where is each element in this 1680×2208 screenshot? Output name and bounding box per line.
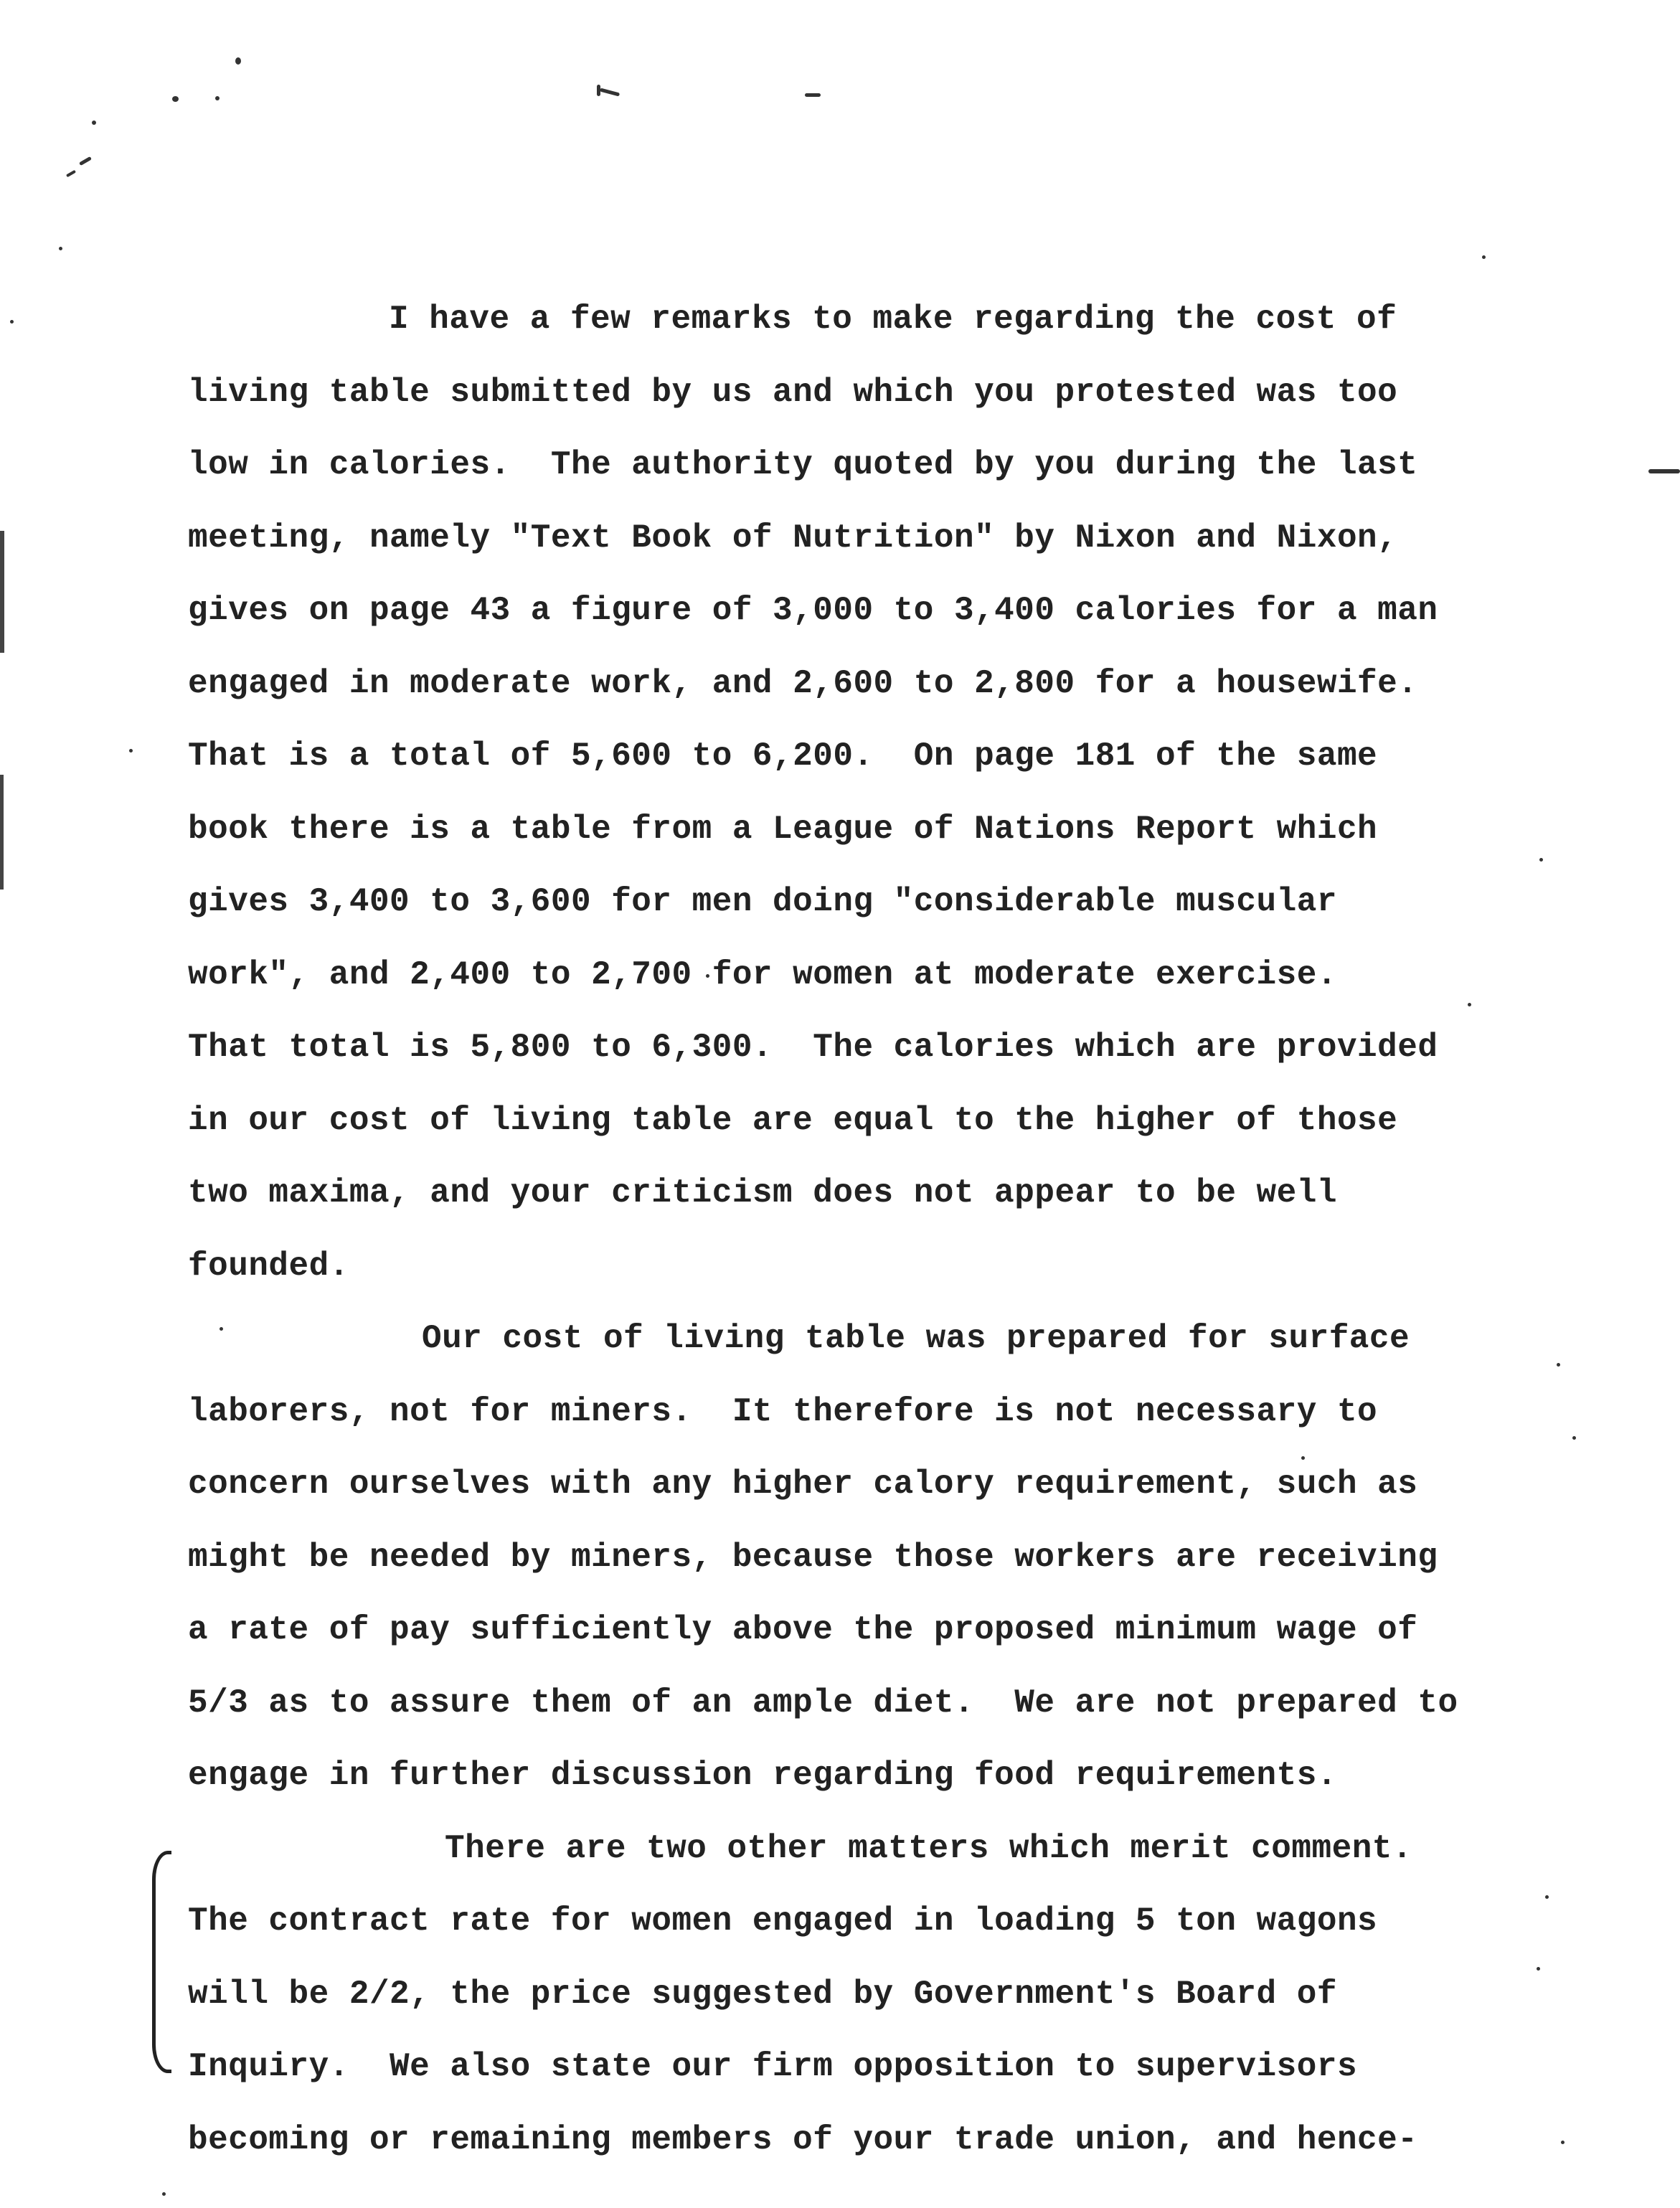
text-line: I have a few remarks to make regarding the cost of	[389, 301, 1397, 338]
scan-speck	[215, 96, 220, 100]
scan-speck	[172, 96, 179, 102]
text-line: in our cost of living table are equal to the higher of those	[188, 1101, 1398, 1139]
scan-speck	[597, 85, 600, 96]
text-line: concern ourselves with any higher calory requirement, such as	[188, 1466, 1418, 1503]
text-line: Our cost of living table was prepared for surface	[422, 1320, 1410, 1357]
text-line: founded.	[188, 1247, 349, 1285]
binding-edge-mark	[0, 775, 4, 890]
scan-speck	[92, 121, 96, 125]
text-line: might be needed by miners, because those workers are receiving	[188, 1538, 1438, 1576]
scan-speck	[10, 320, 14, 324]
text-line: engaged in moderate work, and 2,600 to 2,800 for a housewife.	[188, 664, 1418, 702]
paragraph-3	[188, 1813, 1551, 2177]
text-line: work", and 2,400 to 2,700 for women at moderate exercise.	[188, 956, 1337, 994]
text-line: becoming or remaining members of your trade union, and hence-	[188, 2120, 1418, 2159]
text-line: will be 2/2, the price suggested by Government's Board of	[188, 1975, 1337, 2013]
text-line: gives on page 43 a figure of 3,000 to 3,400 calories for a man	[188, 592, 1438, 629]
scan-speck	[129, 749, 133, 752]
binding-edge-mark	[0, 531, 4, 653]
scan-speck	[79, 156, 92, 166]
paragraph-2	[188, 1303, 1551, 1813]
letter-body	[188, 283, 1551, 2176]
text-line: That is a total of 5,600 to 6,200. On page 181 of the same	[188, 737, 1378, 775]
scan-speck	[162, 2192, 166, 2196]
text-line: 5/3 as to assure them of an ample diet. We are not prepared to	[188, 1684, 1458, 1722]
text-line: That total is 5,800 to 6,300. The calories which are provided	[188, 1029, 1438, 1066]
scan-speck	[59, 247, 62, 250]
text-line: a rate of pay sufficiently above the proposed minimum wage of	[188, 1611, 1418, 1648]
text-line: laborers, not for miners. It therefore is not necessary to	[188, 1392, 1378, 1430]
scan-speck	[1482, 255, 1486, 259]
text-line: The contract rate for women engaged in loading 5 ton wagons	[188, 1902, 1378, 1940]
text-line: two maxima, and your criticism does not appear to be well	[188, 1174, 1337, 1212]
text-line: book there is a table from a League of Nations Report which	[188, 810, 1378, 848]
scan-speck	[235, 57, 241, 65]
scan-speck	[1557, 1363, 1560, 1367]
scan-speck	[66, 170, 76, 177]
text-line: low in calories. The authority quoted by you during the last	[188, 446, 1418, 483]
margin-bracket	[152, 1851, 171, 2073]
text-line: gives 3,400 to 3,600 for men doing "considerable muscular	[188, 883, 1337, 920]
scan-speck	[1572, 1436, 1576, 1440]
text-line: living table submitted by us and which you protested was too	[188, 373, 1398, 411]
scan-speck	[1561, 2141, 1565, 2144]
text-line: meeting, namely "Text Book of Nutrition" by Nixon and Nixon,	[188, 519, 1398, 557]
scan-speck	[805, 93, 821, 97]
text-line: There are two other matters which merit comment.	[445, 1829, 1413, 1867]
scan-speck	[600, 88, 620, 96]
text-line: Inquiry. We also state our firm opposition to supervisors	[188, 2048, 1358, 2085]
scan-speck	[1648, 469, 1680, 473]
paragraph-1	[188, 283, 1551, 1303]
text-line: engage in further discussion regarding food requirements.	[188, 1757, 1337, 1794]
